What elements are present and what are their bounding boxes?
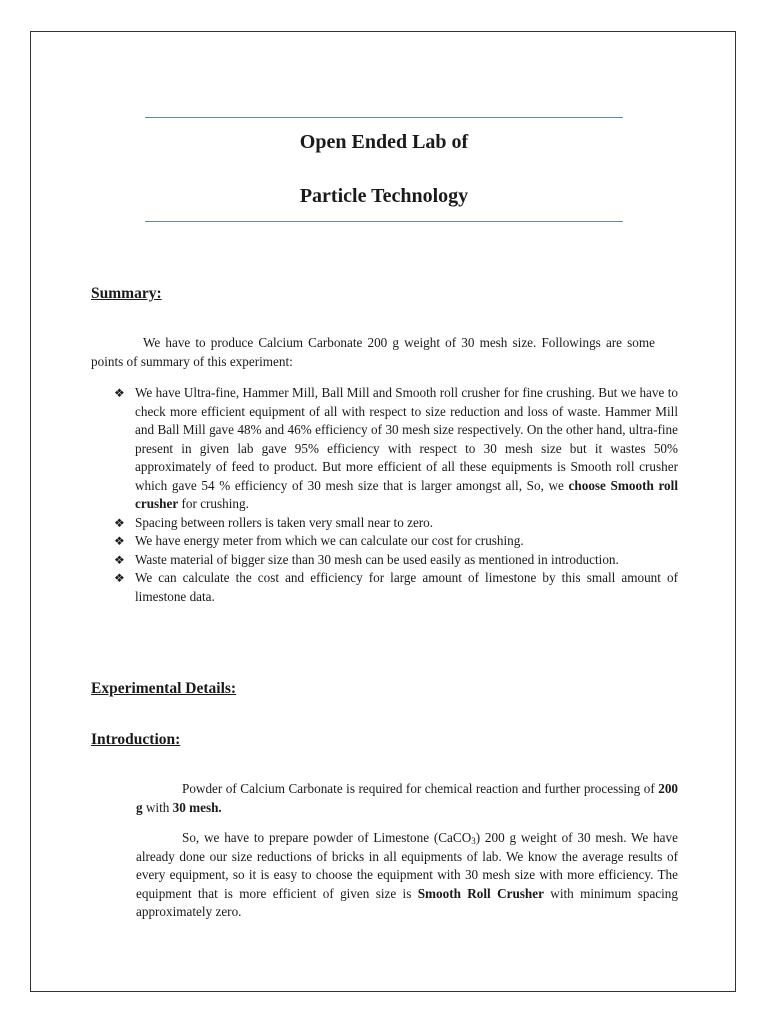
experimental-details-heading: Experimental Details:	[91, 680, 237, 697]
summary-bullet-item	[114, 569, 678, 606]
summary-bullet-item	[114, 514, 678, 533]
summary-intro: We have to produce Calcium Carbonate 200 g weight of 30 mesh size. Followings are some points of summary of this experiment:	[91, 335, 655, 369]
summary-bullet-list	[114, 384, 678, 606]
title-line-2: Particle Technology	[299, 185, 469, 207]
intro-p1-text: Powder of Calcium Carbonate is required for chemical reaction and further processing of	[182, 781, 659, 796]
diamond-bullet-icon: ❖	[114, 386, 125, 400]
diamond-bullet-icon: ❖	[114, 534, 125, 548]
bullet-text: Waste material of bigger size than 30 mesh can be used easily as mentioned in introduction.	[135, 551, 619, 567]
title-line-1: Open Ended Lab of	[299, 131, 469, 153]
diamond-bullet-icon: ❖	[114, 552, 125, 567]
diamond-bullet-icon: ❖	[114, 571, 125, 585]
bullet-text: We have energy meter from which we can calculate our cost for crushing.	[135, 533, 524, 548]
bullet-text: Spacing between rollers is taken very small near to zero.	[135, 514, 434, 530]
summary-bullet-item	[114, 384, 678, 514]
summary-bullet-item	[114, 551, 678, 570]
bullet-text-end: for crushing.	[178, 496, 249, 511]
summary-heading: Summary:	[91, 285, 162, 302]
intro-p2-equipment: Smooth Roll Crusher	[417, 885, 544, 901]
summary-bullet-item	[114, 532, 678, 551]
intro-p1-mesh: 30 mesh.	[172, 799, 222, 815]
intro-p1-joiner: with	[142, 799, 173, 815]
title-top-rule	[145, 117, 623, 118]
title-bottom-rule	[145, 221, 623, 222]
intro-p1-weight: 200 g	[136, 781, 678, 815]
bullet-text: We can calculate the cost and efficiency for large amount of limestone by this small amount of limestone data.	[135, 570, 678, 604]
bullet-emphasis: choose Smooth roll crusher	[135, 477, 678, 511]
intro-p2-text: So, we have to prepare powder of Limestone (CaCO	[182, 830, 472, 845]
formula-subscript: 3	[471, 836, 476, 846]
intro-p2-text-cont: ) 200 g weight of 30 mesh. We have already done our size reductions of bricks in all equipments of lab. We know the average results of every equipment, so it is easy to choose the equipment with 30 mesh size with more efficiency. The equipment that is more efficient of given size is	[136, 830, 678, 901]
introduction-paragraph-1	[136, 780, 678, 817]
introduction-paragraph-2	[136, 829, 678, 922]
intro-p2-text-end: with minimum spacing approximately zero.	[136, 885, 678, 919]
diamond-bullet-icon: ❖	[114, 515, 125, 530]
bullet-text: We have Ultra-fine, Hammer Mill, Ball Mill and Smooth roll crusher for fine crushing. But we have to check more efficient equipment of all with respect to size reduction and loss of waste. Hammer Mill and Ball Mill gave 48% and 46% efficiency of 30 mesh size respectively. On the other hand, ultra-fine present in given lab gave 95% efficiency with respect to 30 mesh size but it wastes 50% approximately of feed to product. But more efficient of all these equipments is Smooth roll crusher which gave 54 % efficiency of 30 mesh size that is larger amongst all, So, we	[135, 385, 678, 493]
introduction-heading: Introduction:	[91, 731, 181, 748]
